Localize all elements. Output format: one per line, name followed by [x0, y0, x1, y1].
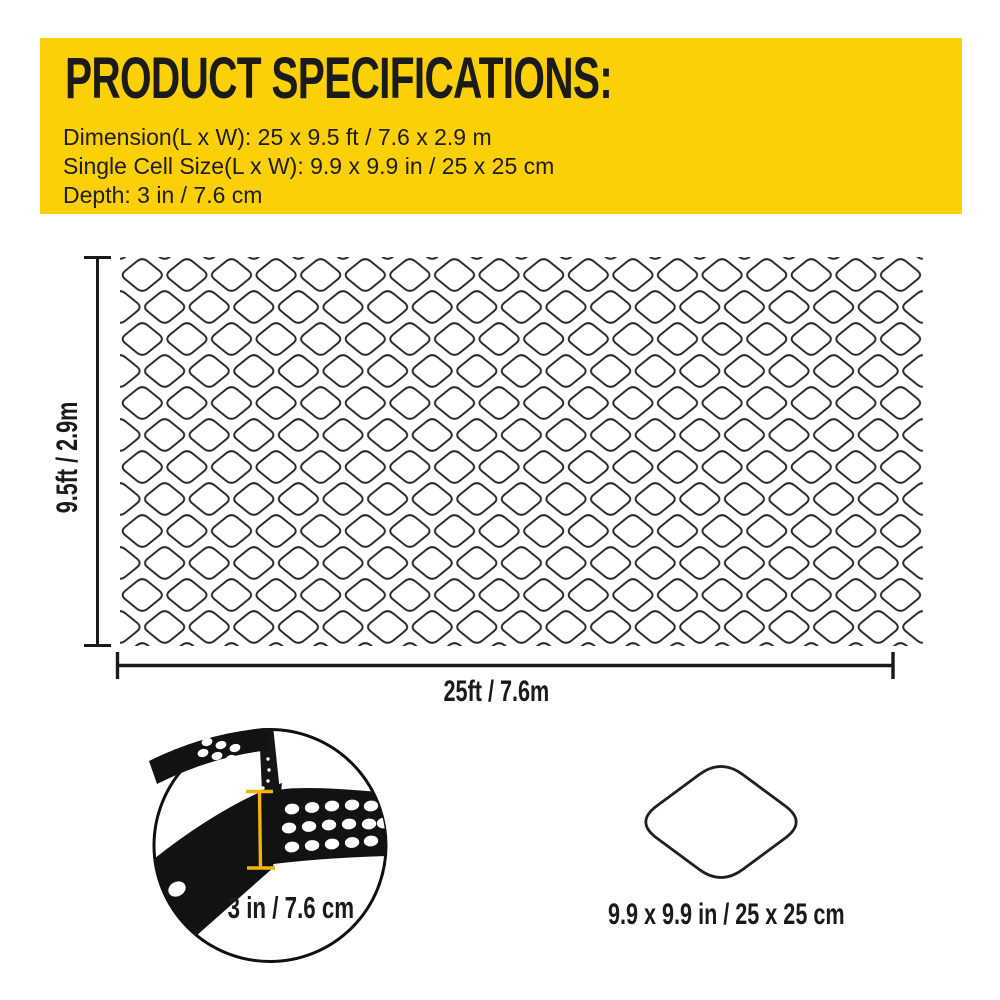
banner-title: PRODUCT SPECIFICATIONS:: [65, 46, 613, 111]
depth-label: 3 in / 7.6 cm: [227, 890, 355, 925]
depth-detail-circle: [144, 726, 392, 962]
single-cell-diamond: [646, 767, 796, 878]
width-dimension-label: 25ft / 7.6m: [443, 675, 549, 708]
cell-size-label: 9.9 x 9.9 in / 25 x 25 cm: [607, 898, 845, 931]
spec-line-depth: Depth: 3 in / 7.6 cm: [63, 182, 263, 208]
mesh-grid: [120, 257, 923, 646]
height-dimension-line: [84, 258, 111, 646]
spec-line-dimension: Dimension(L x W): 25 x 9.5 ft / 7.6 x 2.9 m: [63, 124, 492, 150]
spec-line-cell-size: Single Cell Size(L x W): 9.9 x 9.9 in / 25 x 25 cm: [63, 153, 555, 179]
height-dimension-label: 9.5ft / 2.9m: [51, 401, 84, 513]
